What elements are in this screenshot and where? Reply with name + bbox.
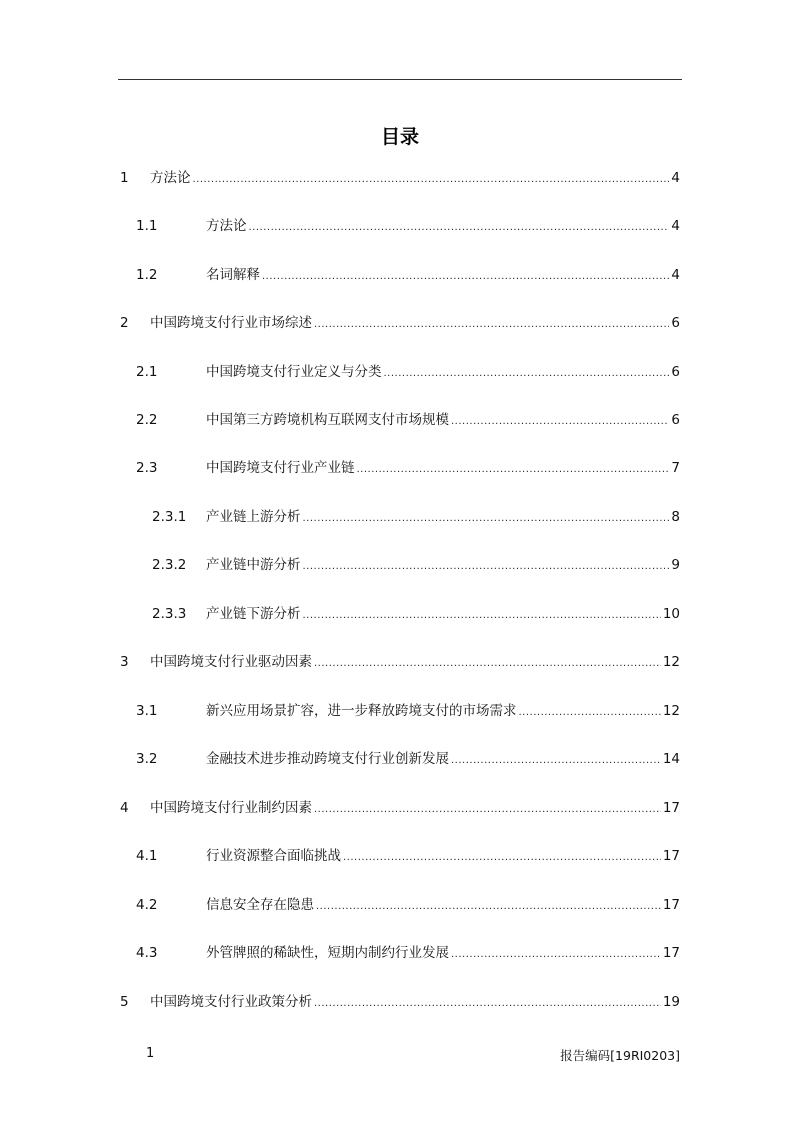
- toc-entry-page: 6: [671, 364, 680, 380]
- toc-entry-1-2[interactable]: [120, 265, 680, 285]
- toc-entry-title: 方法论: [150, 170, 191, 186]
- toc-entry-page: 17: [662, 945, 680, 961]
- toc-entry-number: 3.1: [136, 703, 158, 719]
- toc-entry-4-2[interactable]: [120, 895, 680, 915]
- footer-report-code: 报告编码[19RI0203]: [560, 1048, 680, 1063]
- toc-entry-page: 4: [671, 267, 680, 283]
- toc-title: 目录: [380, 126, 419, 148]
- toc-entry-number: 4.3: [136, 945, 158, 961]
- toc-dot-leader: [384, 364, 670, 384]
- toc-entry-5[interactable]: [120, 992, 680, 1012]
- toc-entry-page: 14: [662, 751, 680, 767]
- toc-entry-page: 6: [671, 315, 680, 331]
- toc-entry-2-3-2[interactable]: [120, 555, 680, 575]
- toc-entry-number: 2.3.2: [152, 557, 187, 573]
- toc-entry-number: 2: [120, 315, 129, 331]
- toc-entry-page: 4: [671, 218, 680, 234]
- toc-entry-2[interactable]: [120, 313, 680, 333]
- toc-entry-title: 信息安全存在隐患: [206, 897, 314, 913]
- toc-entry-title: 中国第三方跨境机构互联网支付市场规模: [206, 412, 449, 428]
- toc-entry-page: 7: [671, 460, 680, 476]
- toc-entry-title: 产业链上游分析: [206, 509, 301, 525]
- toc-entry-title: 中国跨境支付行业产业链: [206, 460, 355, 476]
- toc-entry-2-3[interactable]: [120, 458, 680, 478]
- toc-entry-2-3-3[interactable]: [120, 604, 680, 624]
- toc-dot-leader: [262, 267, 669, 287]
- toc-entry-title: 行业资源整合面临挑战: [206, 848, 341, 864]
- toc-entry-page: 12: [662, 703, 680, 719]
- toc-entry-3-1[interactable]: [120, 701, 680, 721]
- toc-dot-leader: [314, 800, 661, 820]
- toc-dot-leader: [314, 654, 661, 674]
- toc-entry-number: 1.2: [136, 267, 158, 283]
- toc-entry-title: 外管牌照的稀缺性，短期内制约行业发展: [206, 945, 449, 961]
- toc-entry-number: 2.3.3: [152, 606, 187, 622]
- toc-entry-number: 1.1: [136, 218, 158, 234]
- toc-entry-number: 5: [120, 994, 129, 1010]
- toc-dot-leader: [316, 897, 661, 917]
- toc-dot-leader: [314, 994, 661, 1014]
- toc-entry-number: 2.3.1: [152, 509, 187, 525]
- toc-entry-number: 4: [120, 800, 129, 816]
- toc-entry-page: 8: [671, 509, 680, 525]
- toc-dot-leader: [519, 703, 661, 723]
- toc-entry-2-1[interactable]: [120, 362, 680, 382]
- toc-entry-page: 12: [662, 654, 680, 670]
- toc-entry-title: 产业链下游分析: [206, 606, 301, 622]
- toc-entry-number: 2.2: [136, 412, 158, 428]
- toc-entry-page: 6: [671, 412, 680, 428]
- toc-entry-4-3[interactable]: [120, 943, 680, 963]
- toc-entry-2-2[interactable]: [120, 410, 680, 430]
- toc-entry-page: 10: [662, 606, 680, 622]
- toc-entry-page: 17: [662, 848, 680, 864]
- toc-entry-number: 1: [120, 170, 129, 186]
- toc-dot-leader: [343, 848, 661, 868]
- toc-entry-title: 中国跨境支付行业定义与分类: [206, 364, 382, 380]
- toc-entry-4-1[interactable]: [120, 846, 680, 866]
- toc-entry-title: 中国跨境支付行业制约因素: [150, 800, 312, 816]
- toc-entry-number: 4.1: [136, 848, 158, 864]
- toc-entry-title: 产业链中游分析: [206, 557, 301, 573]
- toc-entry-page: 17: [662, 800, 680, 816]
- toc-entry-page: 9: [671, 557, 680, 573]
- toc-dot-leader: [357, 460, 670, 480]
- toc-entry-page: 19: [662, 994, 680, 1010]
- toc-dot-leader: [303, 509, 670, 529]
- toc-entry-title: 名词解释: [206, 267, 260, 283]
- toc-entry-3-2[interactable]: [120, 749, 680, 769]
- toc-dot-leader: [451, 412, 669, 432]
- toc-dot-leader: [193, 170, 670, 190]
- toc-entry-number: 3: [120, 654, 129, 670]
- toc-entry-number: 3.2: [136, 751, 158, 767]
- toc-entry-number: 2.1: [136, 364, 158, 380]
- toc-entry-title: 新兴应用场景扩容，进一步释放跨境支付的市场需求: [206, 703, 517, 719]
- toc-dot-leader: [451, 751, 661, 771]
- toc-dot-leader: [314, 315, 669, 335]
- toc-dot-leader: [303, 557, 670, 577]
- toc-entry-title: 方法论: [206, 218, 247, 234]
- footer-page-number: 1: [146, 1046, 155, 1061]
- toc-entry-page: 4: [671, 170, 680, 186]
- toc-entry-title: 金融技术进步推动跨境支付行业创新发展: [206, 751, 449, 767]
- toc-entry-title: 中国跨境支付行业政策分析: [150, 994, 312, 1010]
- toc-entry-1[interactable]: [120, 168, 680, 188]
- toc-entry-number: 2.3: [136, 460, 158, 476]
- toc-dot-leader: [303, 606, 661, 626]
- toc-entry-title: 中国跨境支付行业市场综述: [150, 315, 312, 331]
- toc-entry-2-3-1[interactable]: [120, 507, 680, 527]
- toc-entry-3[interactable]: [120, 652, 680, 672]
- toc-entry-page: 17: [662, 897, 680, 913]
- toc-entry-4[interactable]: [120, 798, 680, 818]
- toc-dot-leader: [451, 945, 661, 965]
- toc-dot-leader: [249, 218, 670, 238]
- toc-entry-number: 4.2: [136, 897, 158, 913]
- toc-entry-title: 中国跨境支付行业驱动因素: [150, 654, 312, 670]
- toc-entry-1-1[interactable]: [120, 216, 680, 236]
